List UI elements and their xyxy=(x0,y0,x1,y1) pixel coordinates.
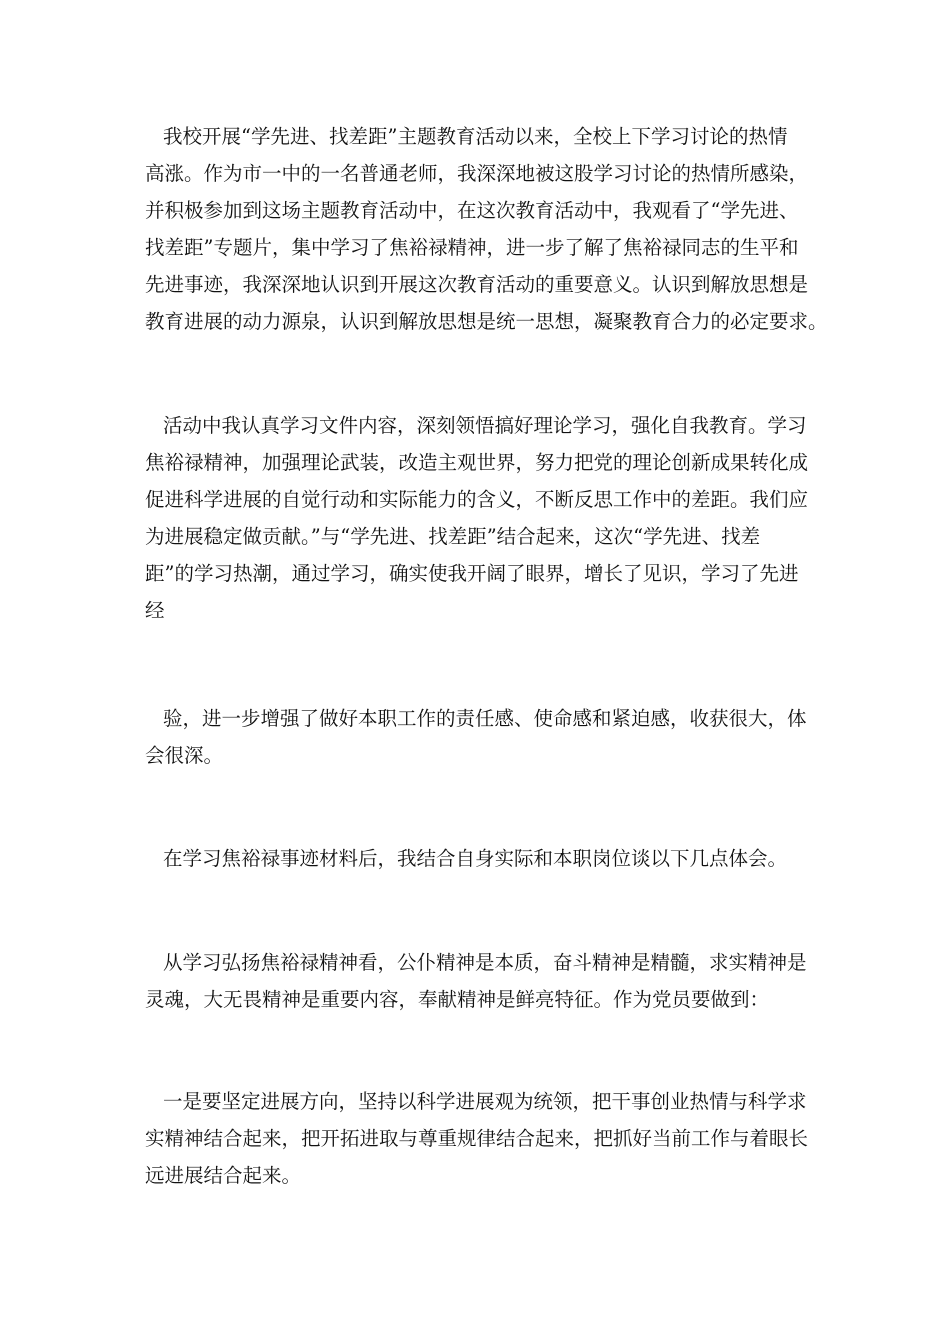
paragraph-6 xyxy=(145,1083,809,1194)
paragraph-line: 距”的学习热潮，通过学习，确实使我开阔了眼界，增长了见识，学习了先进 xyxy=(145,562,799,585)
paragraph-line: 验，进一步增强了做好本职工作的责任感、使命感和紧迫感，收获很大，体 xyxy=(163,707,807,730)
paragraph-line: 从学习弘扬焦裕禄精神看，公仆精神是本质，奋斗精神是精髓，求实精神是 xyxy=(163,951,807,974)
paragraph-line: 一是要坚定进展方向，坚持以科学进展观为统领，把干事创业热情与科学求 xyxy=(163,1090,807,1113)
paragraph-line: 活动中我认真学习文件内容，深刻领悟搞好理论学习，强化自我教育。学习 xyxy=(163,414,807,437)
paragraph-line: 灵魂，大无畏精神是重要内容，奉献精神是鲜亮特征。作为党员要做到： xyxy=(145,988,770,1011)
paragraph-line: 高涨。作为市一中的一名普通老师，我深深地被这股学习讨论的热情所感染， xyxy=(145,162,809,185)
paragraph-line: 找差距”专题片，集中学习了焦裕禄精神，进一步了解了焦裕禄同志的生平和 xyxy=(145,236,799,259)
paragraph-1 xyxy=(145,118,828,340)
paragraph-4 xyxy=(145,840,805,877)
paragraph-line: 我校开展“学先进、找差距”主题教育活动以来，全校上下学习讨论的热情 xyxy=(163,125,788,148)
paragraph-line: 在学习焦裕禄事迹材料后，我结合自身实际和本职岗位谈以下几点体会。 xyxy=(163,847,788,870)
paragraph-line: 经 xyxy=(145,599,165,622)
paragraph-line: 会很深。 xyxy=(145,744,224,767)
paragraph-line: 促进科学进展的自觉行动和实际能力的含义，不断反思工作中的差距。我们应 xyxy=(145,488,809,511)
paragraph-line: 为进展稳定做贡献。”与“学先进、找差距”结合起来，这次“学先进、找差 xyxy=(145,525,761,548)
paragraph-line: 实精神结合起来，把开拓进取与尊重规律结合起来，把抓好当前工作与着眼长 xyxy=(145,1127,809,1150)
paragraph-line: 教育进展的动力源泉，认识到解放思想是统一思想，凝聚教育合力的必定要求。 xyxy=(145,310,828,333)
paragraph-3 xyxy=(145,700,805,774)
paragraph-line: 并积极参加到这场主题教育活动中，在这次教育活动中，我观看了“学先进、 xyxy=(145,199,799,222)
paragraph-5 xyxy=(145,944,805,1018)
paragraph-line: 远进展结合起来。 xyxy=(145,1164,302,1187)
paragraph-line: 焦裕禄精神，加强理论武装，改造主观世界，努力把党的理论创新成果转化成 xyxy=(145,451,809,474)
paragraph-line: 先进事迹，我深深地认识到开展这次教育活动的重要意义。认识到解放思想是 xyxy=(145,273,809,296)
paragraph-2 xyxy=(145,407,809,629)
